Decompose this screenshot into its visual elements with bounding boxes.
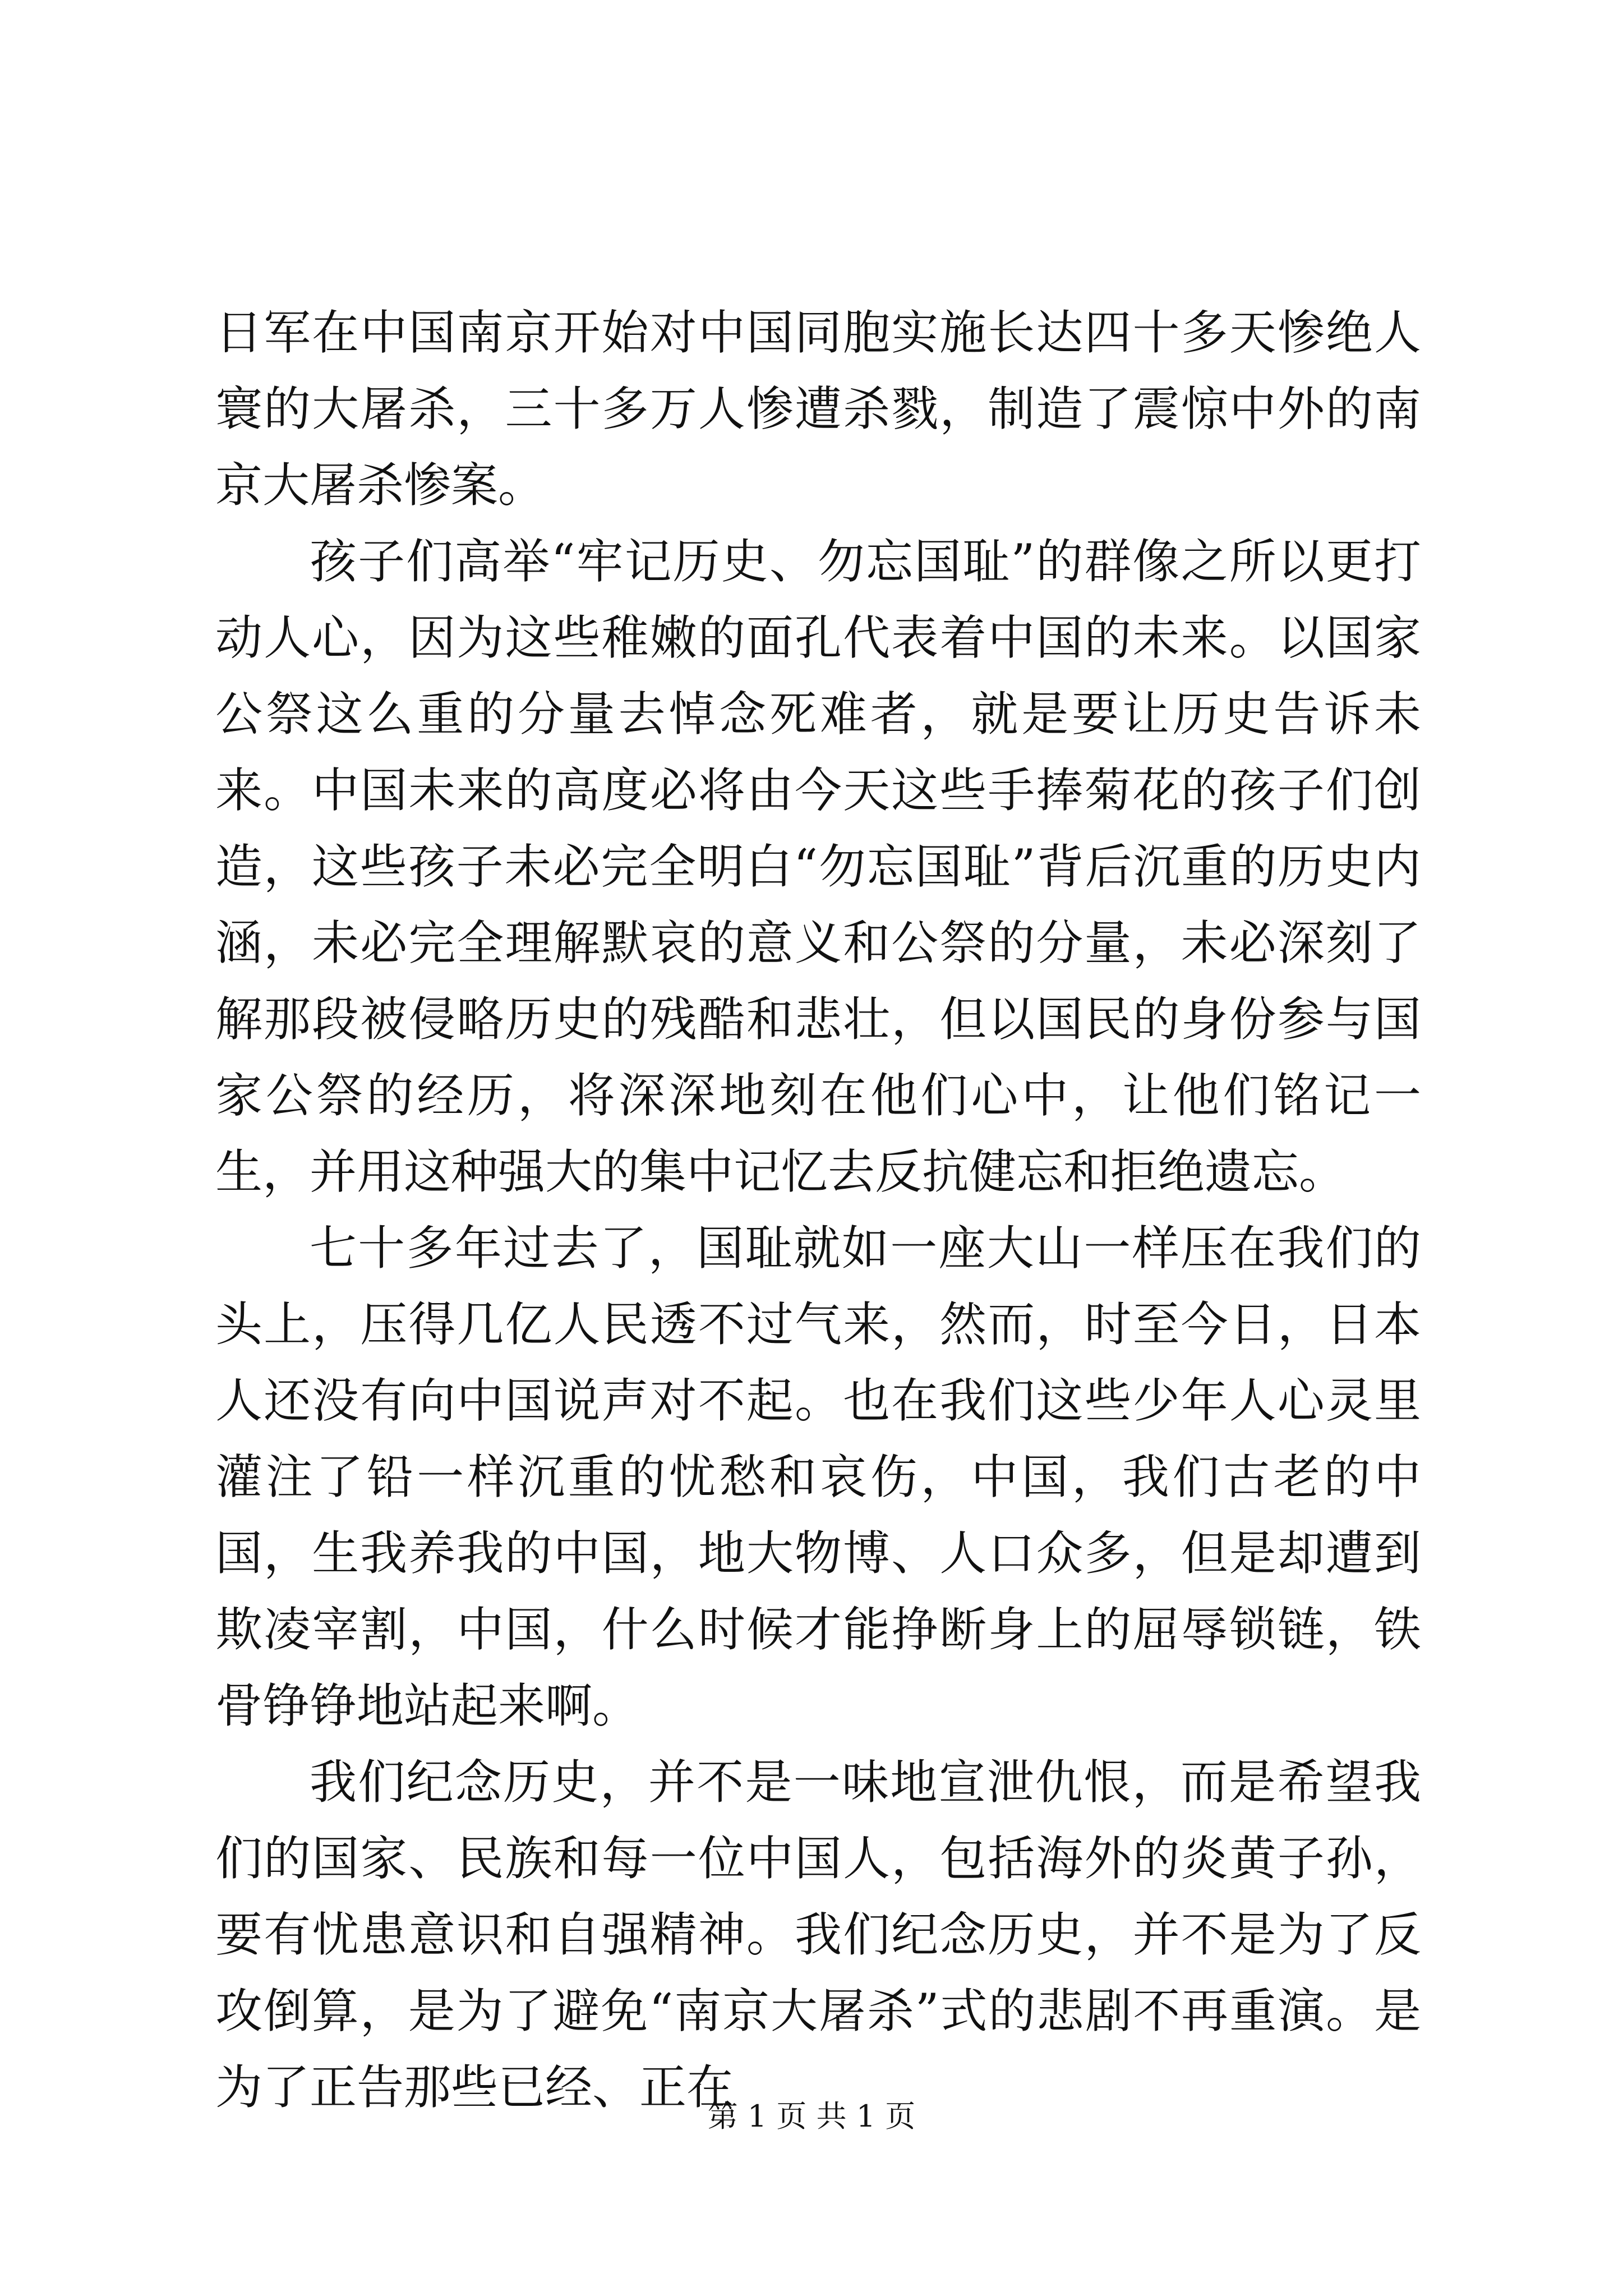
- page-footer: 第 1 页 共 1 页: [707, 2099, 916, 2134]
- paragraph-1: 日军在中国南京开始对中国同胞实施长达四十多天惨绝人寰的大屠杀，三十多万人惨遭杀戮，制造了震惊中外的南京大屠杀惨案。: [215, 305, 1421, 513]
- paragraph-2: 孩子们高举“牢记历史、勿忘国耻”的群像之所以更打动人心，因为这些稚嫩的面孔代表着中国的未来。以国家公祭这么重的分量去悼念死难者，就是要让历史告诉未来。中国未来的高度必将由今天这些手捧菊花的孩子们创造，这些孩子未必完全明白“勿忘国耻”背后沉重的历史内涵，未必完全理解默哀的意义和公祭的分量，未必深刻了解那段被侵略历史的残酷和悲壮，但以国民的身份参与国家公祭的经历，将深深地刻在他们心中，让他们铭记一生，并用这种强大的集中记忆去反抗健忘和拒绝遗忘。: [215, 534, 1421, 1199]
- paragraph-3: 七十多年过去了，国耻就如一座大山一样压在我们的头上，压得几亿人民透不过气来，然而，时至今日，日本人还没有向中国说声对不起。也在我们这些少年人心灵里灌注了铅一样沉重的忧愁和哀伤，中国，我们古老的中国，生我养我的中国，地大物博、人口众多，但是却遭到欺凌宰割，中国，什么时候才能挣断身上的屈辱锁链，铁骨铮铮地站起来啊。: [215, 1221, 1421, 1733]
- document-body: [215, 295, 1421, 2125]
- paragraph-4: 我们纪念历史，并不是一味地宣泄仇恨，而是希望我们的国家、民族和每一位中国人，包括海外的炎黄子孙，要有忧患意识和自强精神。我们纪念历史，并不是为了反攻倒算，是为了避免“南京大屠杀”式的悲剧不再重演。是为了正告那些已经、正在: [215, 1755, 1421, 2115]
